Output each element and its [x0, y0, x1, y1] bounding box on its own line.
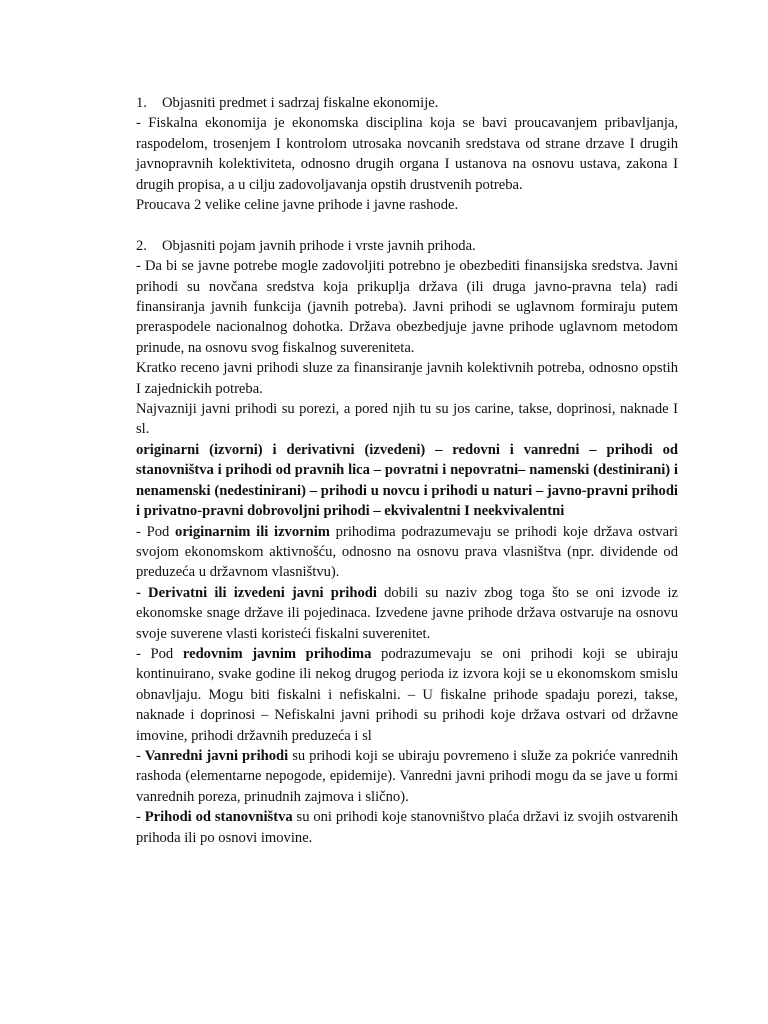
- vanredni-paragraph: [136, 746, 678, 807]
- section-1-title: Objasniti predmet i sadrzaj fiskalne ekonomije.: [162, 95, 439, 111]
- section-2-title: Objasniti pojam javnih prihode i vrste javnih prihoda.: [162, 237, 476, 254]
- originarni-paragraph: [136, 522, 678, 583]
- revenue-types-list: originarni (izvorni) i derivativni (izvedeni) – redovni i vanredni – prihodi od stanovništva i prihodi od pravnih lica – povratni i nepovratni– namenski (destinirani) i nenamenski (nedestinirani) – prihodi u novcu i prihodi u naturi – javno-pravni prihodi i privatno-pravni dobrovoljni prihodi – ekvivalentni I neekvivalentni: [136, 441, 678, 520]
- section-2-heading: [136, 236, 678, 256]
- stanovnistvo-paragraph: [136, 807, 678, 848]
- derivatni-text: dobili su naziv zbog toga što se oni izvode iz ekonomske snage države ili pojedinaca. Izvedene javne prihode država ostvaruje na osnovu svoje suverene vlasti koristeći fiskalni suverenitet.: [136, 584, 678, 642]
- redovni-text: podrazumevaju se oni prihodi koji se ubiraju kontinuirano, svake godine ili nekog drugog perioda iz izvora koji se u ekonomskom smislu obnavljaju. Mogu biti fiskalni i nefiskalni. – U fiskalne prihode spadaju porezi, takse, naknade i doprinosi – Nefiskalni javni prihodi su prihodi koje država ostvari od državne imovine, prihodi državnih preduzeća i sl: [136, 645, 679, 744]
- section-2-paragraph-3: Najvazniji javni prihodi su porezi, a pored njih tu su jos carine, takse, doprinosi, naknade I sl.: [136, 401, 678, 438]
- vanredni-term: Vanredni javni prihodi: [144, 747, 289, 764]
- section-2-paragraph-1: - Da bi se javne potrebe mogle zadovoljiti potrebno je obezbediti finansijska sredstva. Javni prihodi su novčana sredstva koja prikuplja država (ili druga javno-pravna tela) radi finansiranja javnih funkcija (javnih potreba). Javni prihodi se uglavnom formiraju putem preraspodele nacionalnog dohotka. Država obezbedjuje javne prihode uglavnom metodom prinude, na osnovu svog fiskalnog suvereniteta.: [136, 258, 678, 356]
- section-gap: [136, 215, 678, 235]
- section-1-paragraph-1: - Fiskalna ekonomija je ekonomska disciplina koja se bavi proucavanjem pribavljanja, raspodelom, trosenjem I kontrolom utrosaka novcanih sredstava od strane drzave I drugih javnopravnih kolektiviteta, odnosno drugih organa I ustanova na osnovu ustava, zakona I drugih propisa, a u cilju zadovoljavanja opstih drustvenih potreba.: [136, 115, 678, 193]
- vanredni-prefix: -: [136, 747, 145, 764]
- section-1-paragraph-2: Proucava 2 velike celine javne prihode i javne rashode.: [136, 197, 459, 214]
- stanovnistvo-term: Prihodi od stanovništva: [144, 809, 293, 826]
- section-2-number: 2.: [136, 237, 147, 254]
- redovni-prefix: - Pod: [136, 645, 183, 662]
- section-1-heading: [136, 93, 678, 113]
- originarni-text: prihodima podrazumevaju se prihodi koje država ostvari svojom ekonomskom aktivnošću, odnosno na osnovu prava vlasništva (npr. dividende od preduzeća u državnom vlasništvu).: [136, 523, 678, 581]
- derivatni-paragraph: [136, 583, 678, 644]
- originarni-term: originarnim ili izvornim: [175, 523, 330, 540]
- stanovnistvo-prefix: -: [136, 809, 145, 826]
- derivatni-term: - Derivatni ili izvedeni javni prihodi: [136, 584, 377, 601]
- originarni-prefix: - Pod: [136, 523, 176, 540]
- section-1-number: 1.: [136, 95, 147, 111]
- section-2-paragraph-2: Kratko receno javni prihodi sluze za finansiranje javnih kolektivnih potreba, odnosno opstih I zajednickih potreba.: [136, 360, 678, 397]
- redovni-paragraph: [136, 644, 678, 746]
- vanredni-text: su prihodi koji se ubiraju povremeno i služe za pokriće vanrednih rashoda (elementarne nepogode, epidemije). Vanredni javni prihodi mogu da se jave u formi vanrednih poreza, prinudnih zajmova i slično).: [136, 747, 678, 805]
- stanovnistvo-text: su oni prihodi koje stanovništvo plaća državi iz svojih ostvarenih prihoda ili po osnovi imovine.: [136, 809, 679, 846]
- redovni-term: redovnim javnim prihodima: [182, 645, 372, 662]
